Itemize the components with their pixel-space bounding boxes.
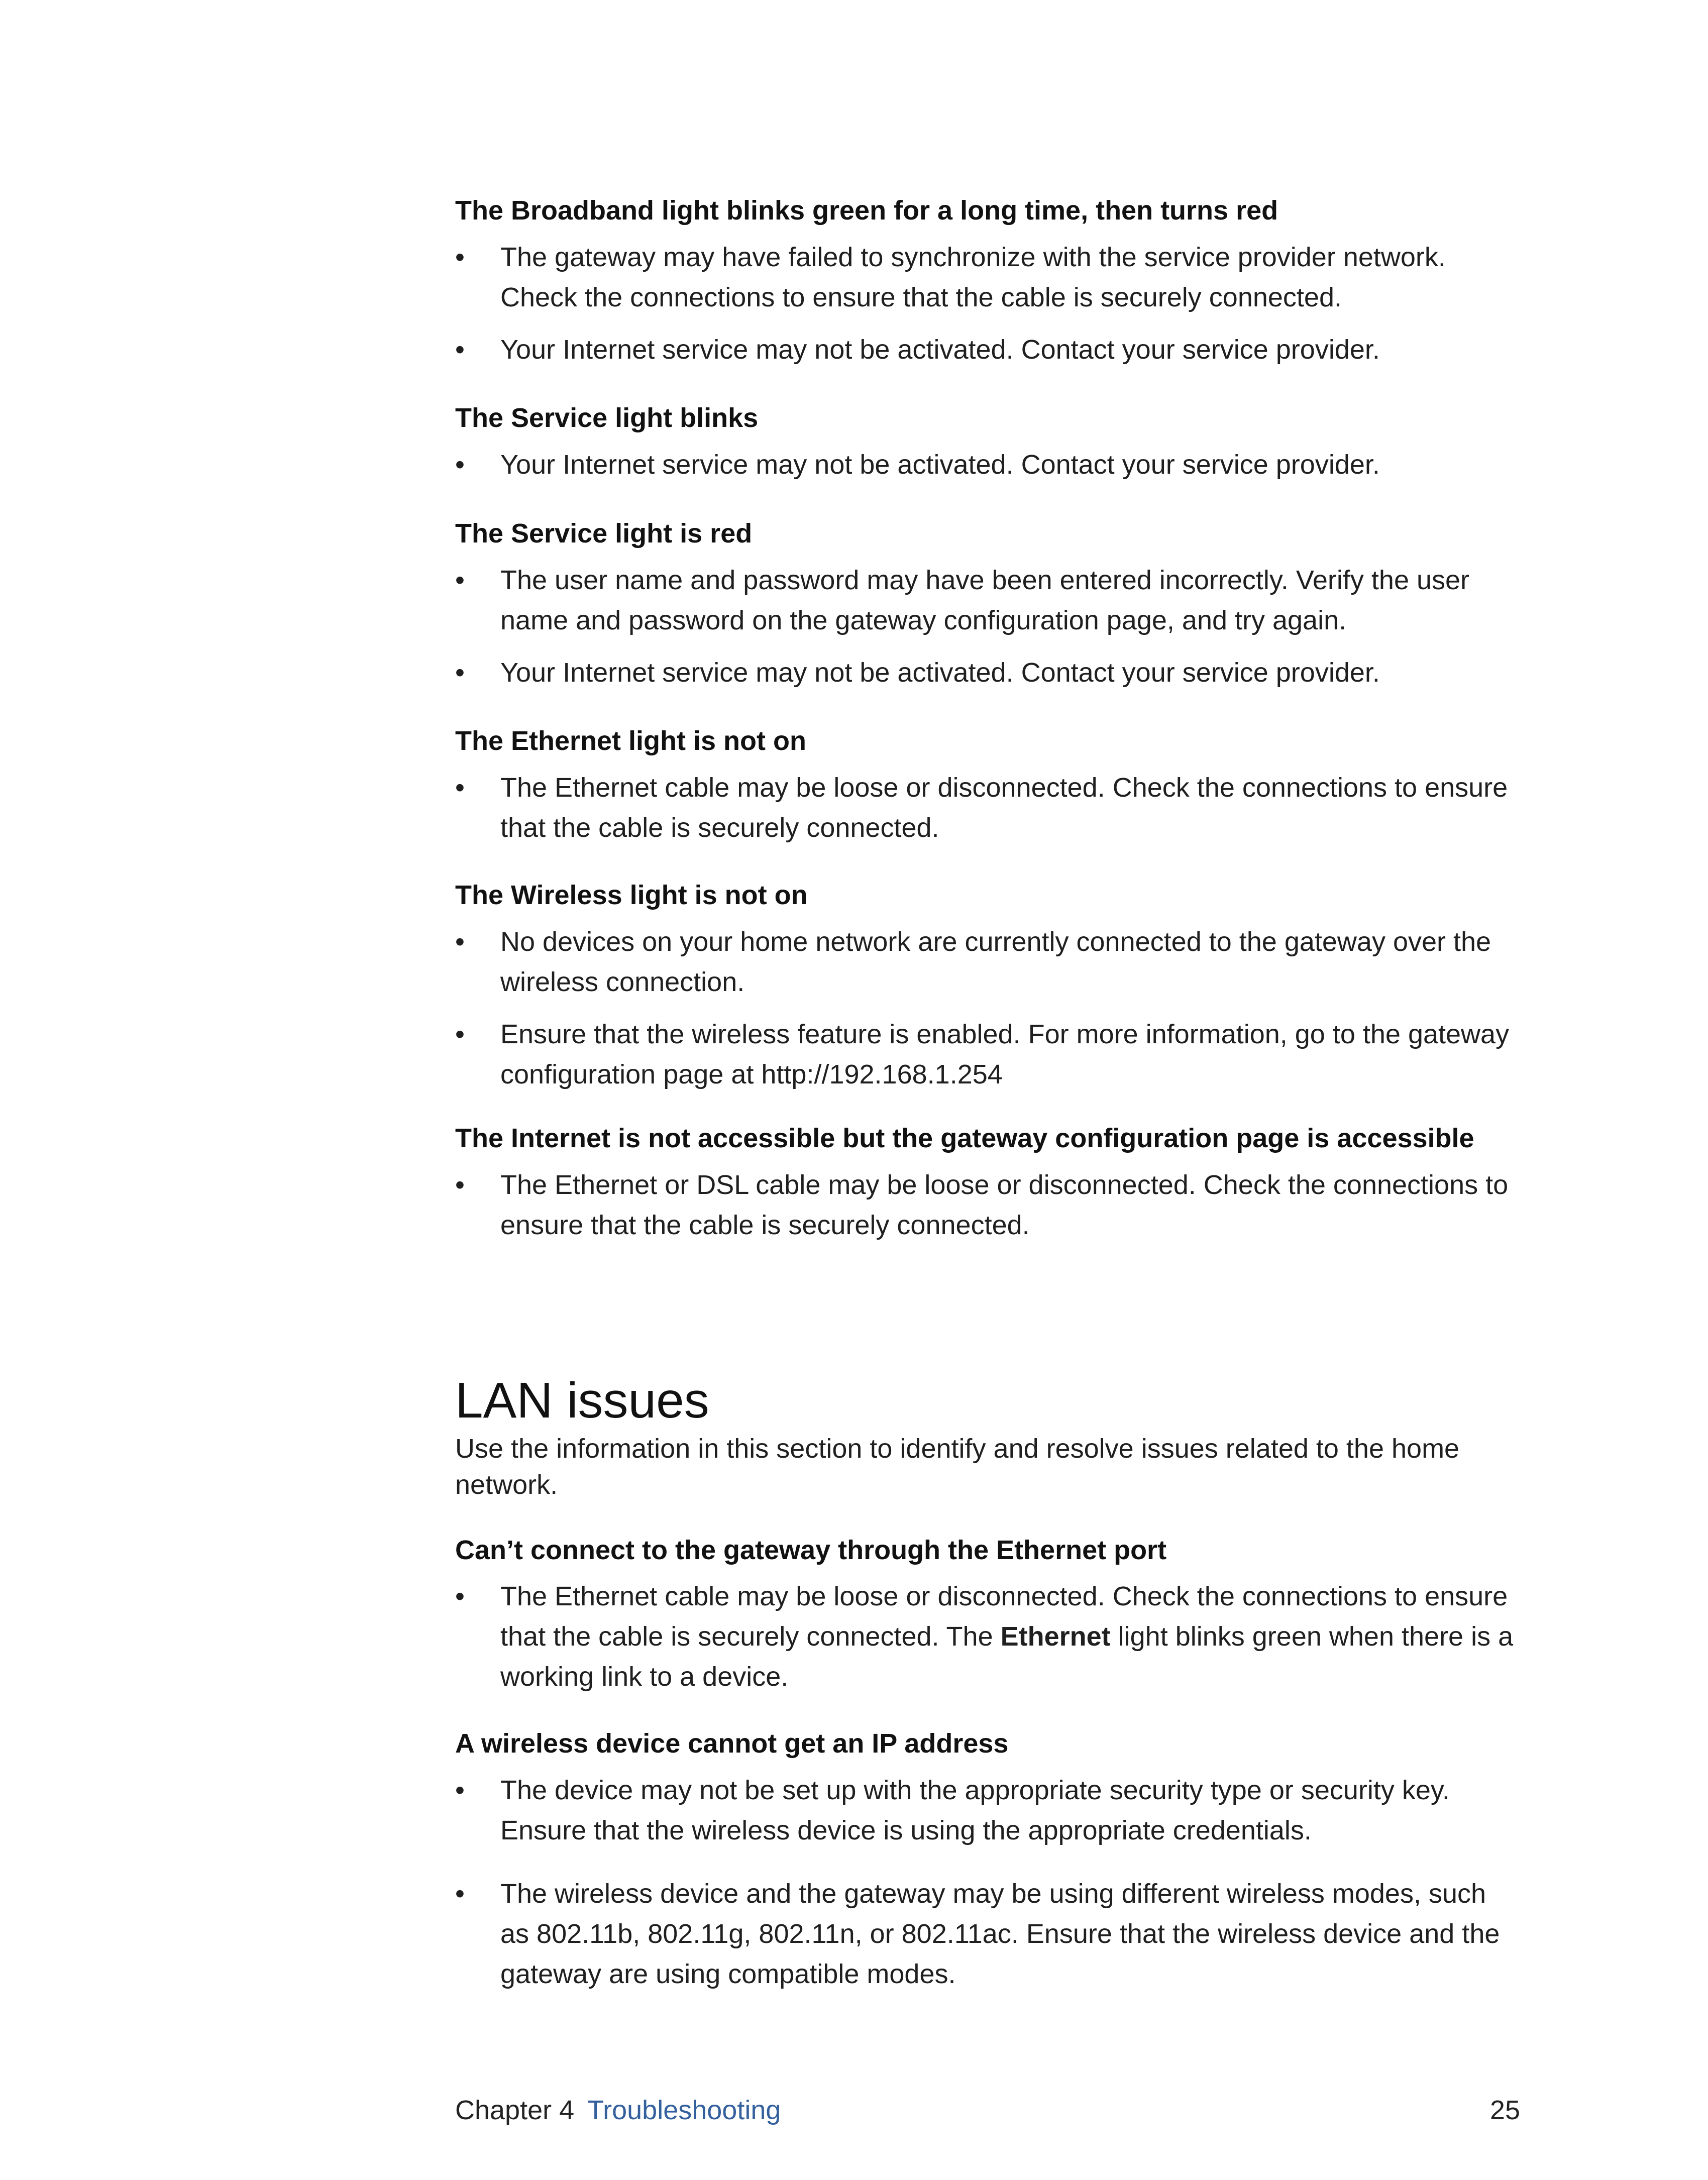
bullet-text: No devices on your home network are currently connected to the gateway over the wireless connection. (500, 927, 1491, 997)
bullet-text-part: The Ethernet cable may be loose or disconnected. Check the connections to ensure that the cable is securely connected. The (500, 1581, 1508, 1652)
ethernet-emphasis: Ethernet (1000, 1621, 1111, 1652)
heading-wireless-no-ip: A wireless device cannot get an IP address (455, 1728, 1009, 1759)
bullet-marker: • (455, 1581, 465, 1611)
bullet-text: The device may not be set up with the appropriate security type or security key. Ensure that the wireless device is using the appropriate credentials. (500, 1775, 1450, 1845)
footer-chapter-link[interactable]: Troubleshooting (587, 2095, 781, 2125)
page-number: 25 (1489, 2095, 1520, 2125)
bullet-text: Ensure that the wireless feature is enabled. For more information, go to the gateway configuration page at http://192.168.1.254 (500, 1019, 1510, 1089)
heading-cant-connect-ethernet: Can’t connect to the gateway through the Ethernet port (455, 1535, 1167, 1565)
bullet-text: The gateway may have failed to synchronize with the service provider network. Check the connections to ensure that the cable is securely connected. (500, 242, 1446, 312)
bullet-text: The Ethernet cable may be loose or disconnected. Check the connections to ensure that the cable is securely connected. (500, 773, 1508, 843)
bullet-item (455, 922, 1520, 1002)
heading-internet-not-accessible: The Internet is not accessible but the gateway configuration page is accessible (455, 1123, 1474, 1153)
bullet-item (455, 1770, 1520, 1850)
heading-service-light-blinks: The Service light blinks (455, 403, 759, 433)
section-title-lan-issues: LAN issues (455, 1372, 709, 1429)
heading-service-light-red: The Service light is red (455, 518, 753, 549)
section-intro: Use the information in this section to identify and resolve issues related to the home network. (455, 1434, 1460, 1500)
bullet-marker: • (455, 927, 465, 957)
bullet-item (455, 1014, 1520, 1095)
bullet-text: The user name and password may have been entered incorrectly. Verify the user name and password on the gateway configuration page, and try again. (500, 565, 1470, 635)
bullet-text: Your Internet service may not be activated. Contact your service provider. (500, 658, 1380, 688)
bullet-item (455, 237, 1520, 317)
bullet-text: Your Internet service may not be activated. Contact your service provider. (500, 335, 1380, 365)
bullet-text (500, 1576, 1520, 1697)
bullet-marker: • (455, 335, 465, 365)
bullet-item (455, 1874, 1520, 1994)
bullet-marker: • (455, 1879, 465, 1909)
bullet-item (455, 1165, 1520, 1245)
bullet-marker: • (455, 658, 465, 688)
bullet-marker: • (455, 773, 465, 803)
bullet-item (455, 768, 1520, 848)
heading-broadband-light: The Broadband light blinks green for a long time, then turns red (455, 195, 1278, 226)
bullet-marker: • (455, 242, 465, 272)
bullet-item (455, 330, 1520, 370)
bullet-item (455, 1576, 1520, 1697)
bullet-item (455, 560, 1520, 640)
heading-ethernet-light: The Ethernet light is not on (455, 726, 806, 756)
bullet-item (455, 652, 1520, 693)
footer-chapter: Chapter 4 (455, 2095, 575, 2125)
bullet-text-part: light blinks green when there is a working link to a device. (500, 1621, 1514, 1692)
bullet-marker: • (455, 450, 465, 480)
bullet-marker: • (455, 1019, 465, 1049)
bullet-item (455, 445, 1520, 485)
bullet-marker: • (455, 1775, 465, 1805)
bullet-text: The Ethernet or DSL cable may be loose or disconnected. Check the connections to ensure that the cable is securely connected. (500, 1170, 1509, 1240)
bullet-text: Your Internet service may not be activated. Contact your service provider. (500, 450, 1380, 480)
bullet-marker: • (455, 1170, 465, 1200)
heading-wireless-light: The Wireless light is not on (455, 880, 808, 910)
bullet-text: The wireless device and the gateway may be using different wireless modes, such as 802.11b, 802.11g, 802.11n, or 802.11ac. Ensure that the wireless device and the gateway are using compatible modes. (500, 1879, 1500, 1989)
bullet-marker: • (455, 565, 465, 595)
page-footer (455, 2093, 1520, 2128)
